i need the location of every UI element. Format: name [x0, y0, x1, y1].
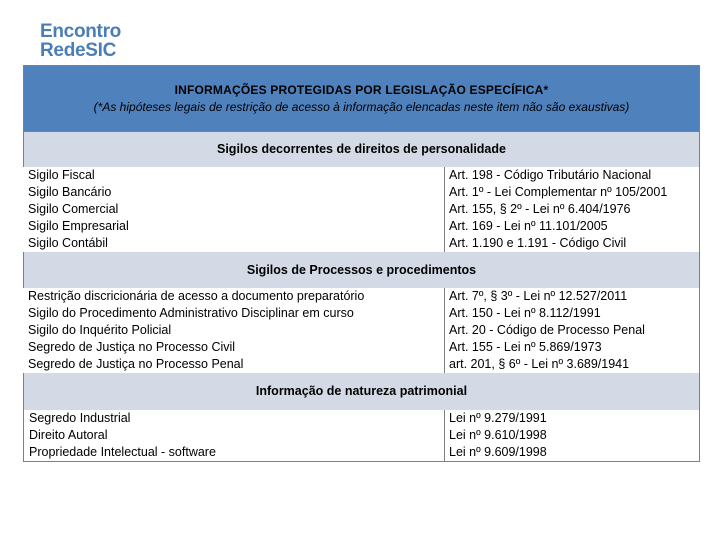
list-item: art. 201, § 6º - Lei nº 3.689/1941: [449, 357, 630, 371]
section-left-column: [23, 410, 444, 462]
table-subtitle: (*As hipóteses legais de restrição de acesso à informação elencadas neste item não são exaustivas): [93, 100, 630, 114]
list-item: Sigilo Bancário: [28, 185, 112, 199]
list-item: Art. 1.190 e 1.191 - Código Civil: [449, 236, 627, 250]
list-item: Art. 155, § 2º - Lei nº 6.404/1976: [449, 202, 631, 216]
table-header: [23, 65, 700, 132]
list-item: Sigilo Empresarial: [28, 219, 129, 233]
section-right-column: [444, 410, 700, 462]
section-left-column: [23, 288, 444, 373]
section-rows-processos: [23, 288, 700, 373]
section-title-processos: Sigilos de Processos e procedimentos: [23, 252, 700, 288]
section-rows-personalidade: [23, 167, 700, 252]
list-item: Art. 1º - Lei Complementar nº 105/2001: [449, 185, 668, 199]
legislation-table: [23, 65, 700, 462]
logo-line-2: RedeSIC: [40, 40, 117, 61]
section-title-patrimonial: Informação de natureza patrimonial: [23, 373, 700, 410]
section-right-column: [444, 167, 700, 252]
table-title: INFORMAÇÕES PROTEGIDAS POR LEGISLAÇÃO ESPECÍFICA*: [174, 83, 549, 97]
section-title-personalidade: Sigilos decorrentes de direitos de personalidade: [23, 132, 700, 167]
list-item: Direito Autoral: [29, 428, 108, 442]
list-item: Lei nº 9.279/1991: [449, 411, 547, 425]
list-item: Segredo Industrial: [29, 411, 131, 425]
list-item: Art. 20 - Código de Processo Penal: [449, 323, 645, 337]
list-item: Segredo de Justiça no Processo Penal: [28, 357, 244, 371]
logo: [40, 22, 121, 60]
list-item: Sigilo Fiscal: [28, 168, 95, 182]
list-item: Art. 198 - Código Tributário Nacional: [449, 168, 652, 182]
section-right-column: [444, 288, 700, 373]
list-item: Art. 7º, § 3º - Lei nº 12.527/2011: [449, 289, 628, 303]
list-item: Art. 169 - Lei nº 11.101/2005: [449, 219, 608, 233]
section-rows-patrimonial: [23, 410, 700, 462]
section-left-column: [23, 167, 444, 252]
list-item: Propriedade Intelectual - software: [29, 445, 216, 459]
list-item: Art. 150 - Lei nº 8.112/1991: [449, 306, 601, 320]
list-item: Restrição discricionária de acesso a documento preparatório: [28, 289, 365, 303]
list-item: Art. 155 - Lei nº 5.869/1973: [449, 340, 602, 354]
list-item: Lei nº 9.609/1998: [449, 445, 547, 459]
list-item: Lei nº 9.610/1998: [449, 428, 547, 442]
list-item: Sigilo do Procedimento Administrativo Disciplinar em curso: [28, 306, 354, 320]
list-item: Sigilo Contábil: [28, 236, 108, 250]
logo-line-1: Encontro: [40, 21, 121, 42]
list-item: Sigilo Comercial: [28, 202, 119, 216]
list-item: Segredo de Justiça no Processo Civil: [28, 340, 236, 354]
list-item: Sigilo do Inquérito Policial: [28, 323, 172, 337]
